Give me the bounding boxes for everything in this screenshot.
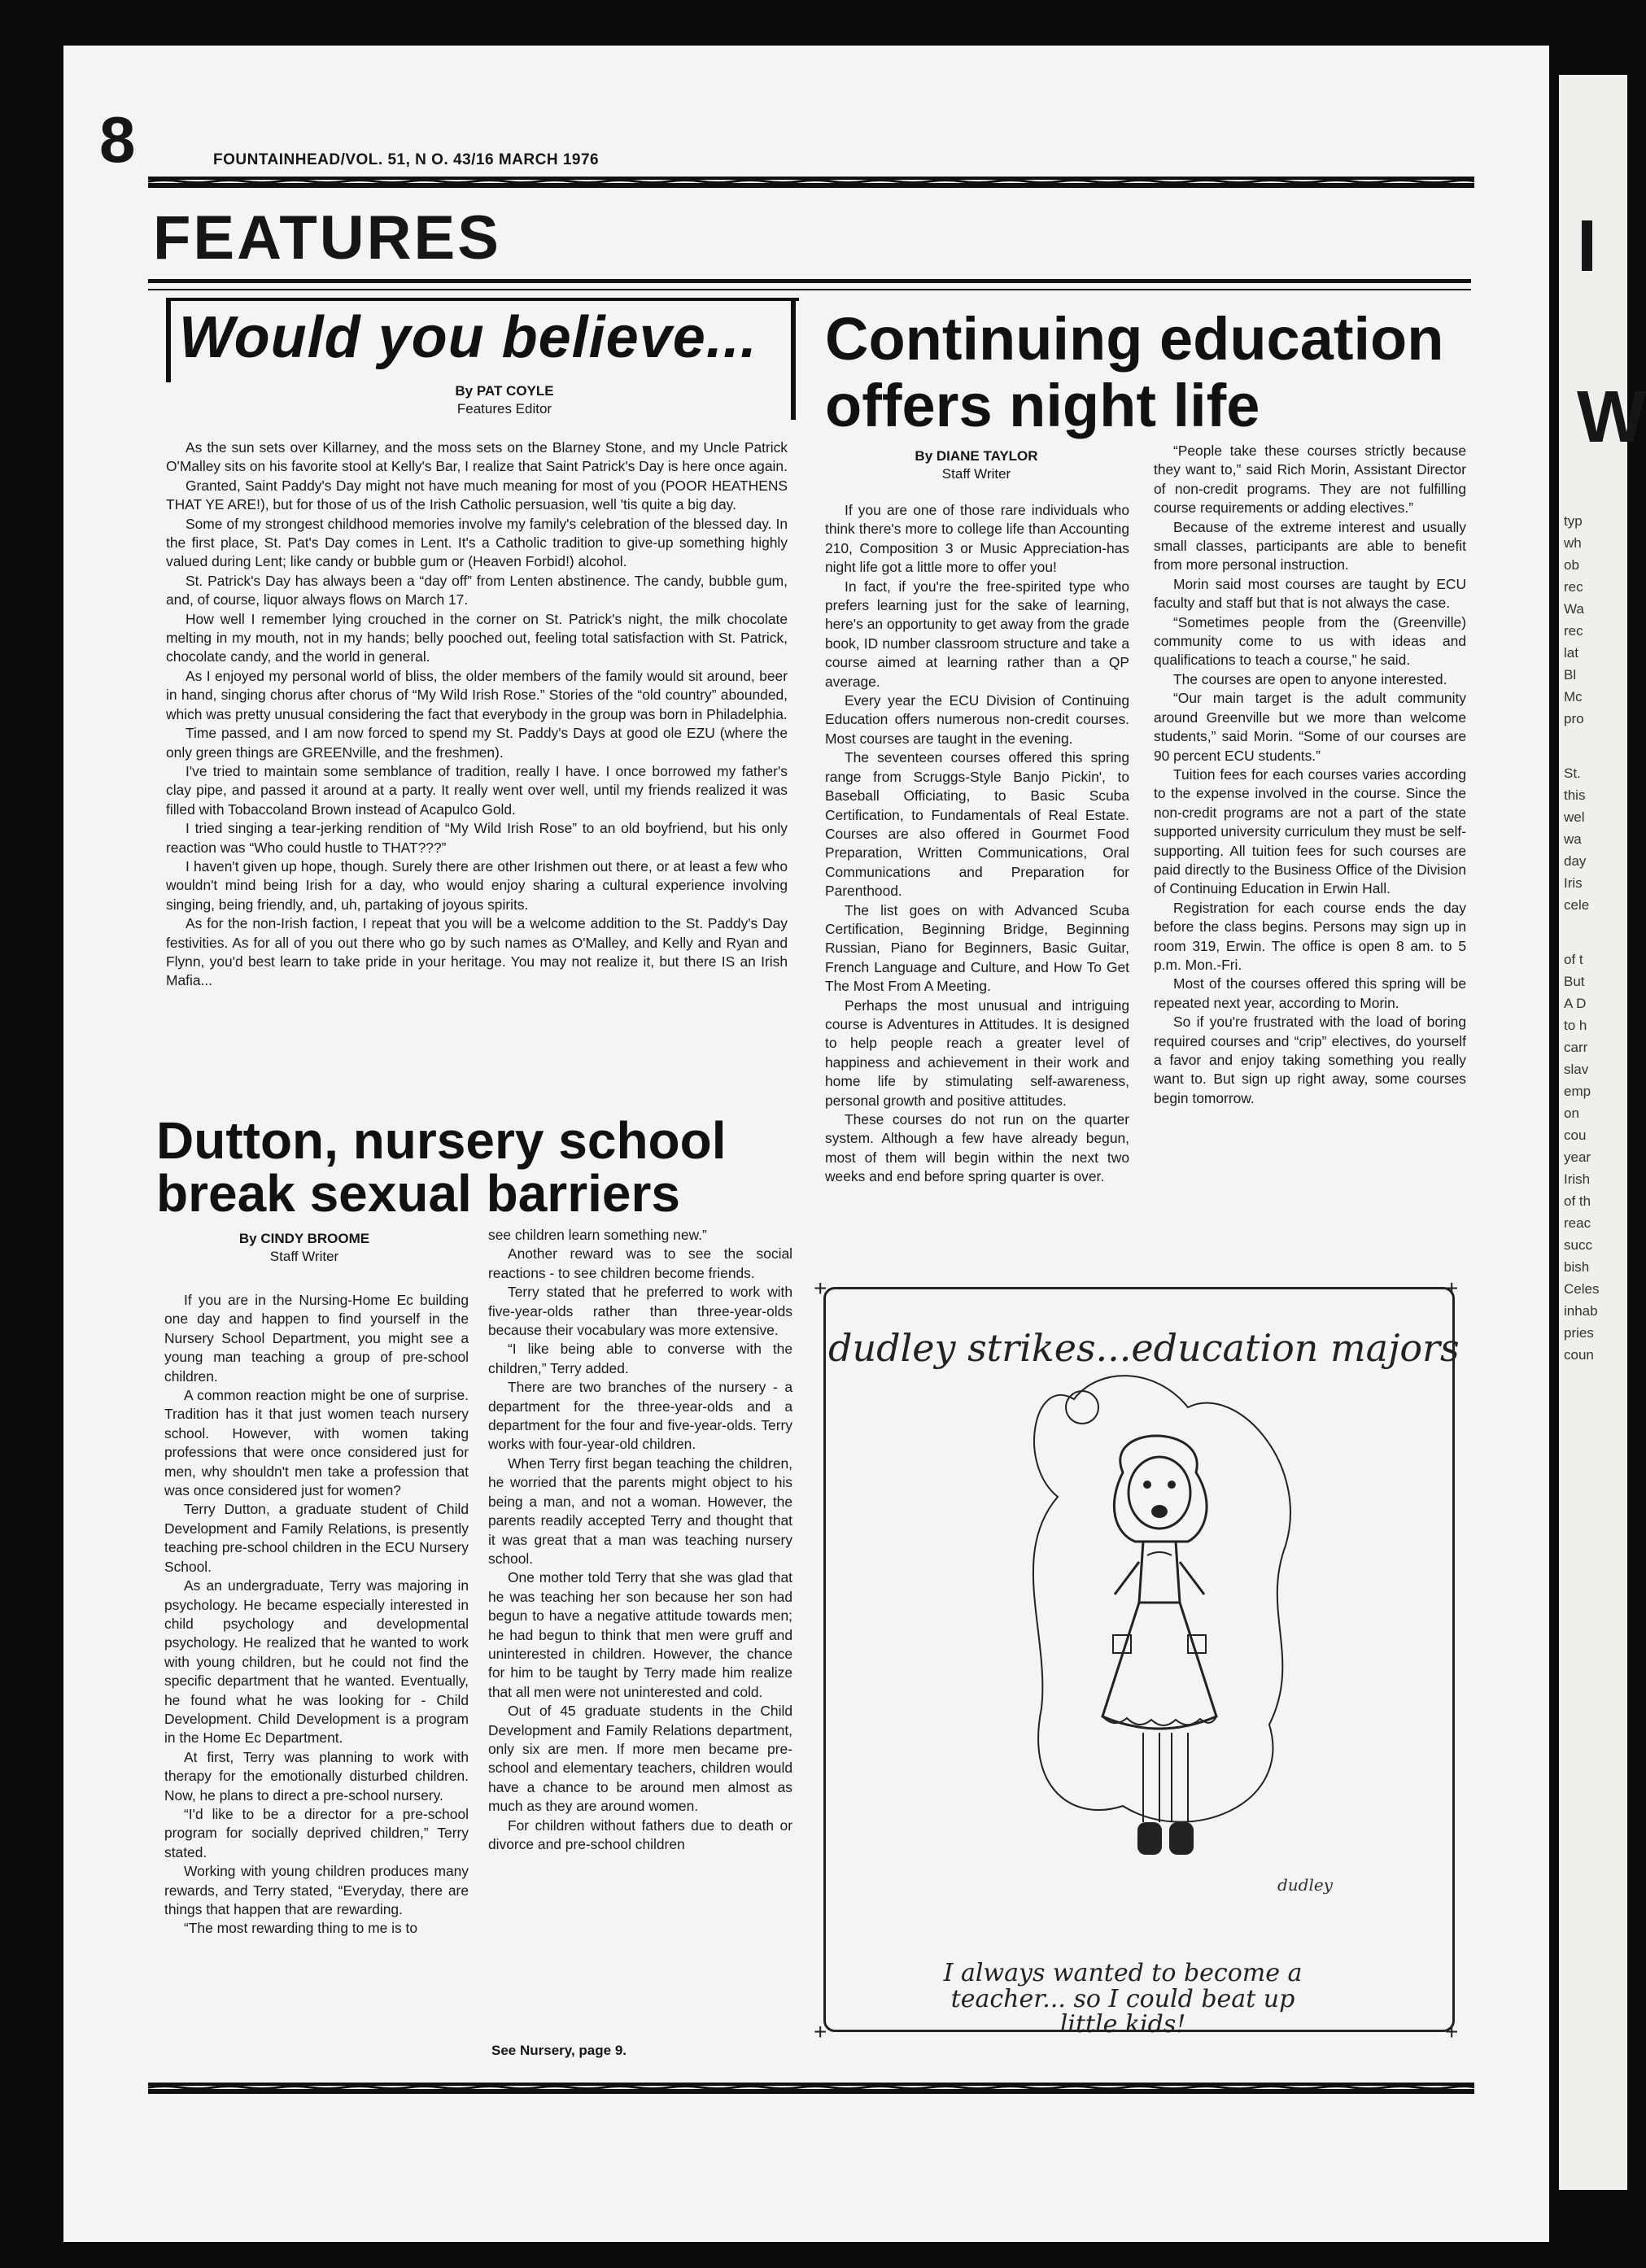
adjacent-text-fragment: on [1564,1106,1579,1121]
paragraph: There are two branches of the nursery - a department for the three-year-olds and a department for the four and five-year-olds. Terry works with four-year-old children. [488,1379,792,1453]
paragraph: Registration for each course ends the day before the class begins. Persons may sign up in room 319, Erwin. The office is open 8 am. to 5 p.m. Mon.-Fri. [1154,899,1466,973]
decorative-border-bottom [148,2079,1474,2099]
adjacent-text-fragment: ob [1564,557,1579,573]
adjacent-text-fragment: cou [1564,1127,1587,1143]
adjacent-text-fragment: slav [1564,1062,1589,1077]
paragraph: The seventeen courses offered this spring range from Scruggs-Style Banjo Pickin', to Baseball Officiating, to Basic Scuba Certification, to Fundamentals of Real Estate. Courses are also offered in Gourmet Food Preparation, Written Communications, Oral Communications and Preparation for Parenthood. [825,749,1129,900]
paragraph: Perhaps the most unusual and intriguing course is Adventures in Attitudes. It is designed to help people reach a greater level of happiness and achievement in their work and home life by stimulating self-awareness, personal growth and positive attitudes. [825,997,1129,1109]
headline-continuing-education-line1: Continuing education [825,305,1444,373]
adjacent-text-fragment: Iris [1564,875,1583,891]
frame-corner-mark: + [1445,1276,1459,1301]
paragraph: Another reward was to see the social reactions - to see children become friends. [488,1245,792,1281]
adjacent-text-fragment: wa [1564,831,1582,847]
byline-title: Staff Writer [941,466,1011,482]
headline-box-top [166,298,799,301]
paragraph: Terry stated that he preferred to work with five-year-olds rather than three-year-olds because their vocabulary was more extensive. [488,1284,792,1339]
paragraph: If you are in the Nursing-Home Ec building one day and happen to find yourself in the Nursery School Department, you might see a young man teaching a group of pre-school children. [164,1292,469,1385]
paragraph: Some of my strongest childhood memories involve my family's celebration of the blessed day. In the first place, St. Pat's Day comes in Lent. It's a Catholic tradition to give-up something highly valued during Lent; like candy or bubble gum or (Heaven Forbid!) alcohol. [166,515,788,570]
headline-dutton: Dutton, nursery school break sexual barriers [156,1111,727,1223]
adjacent-text-fragment: day [1564,853,1587,869]
decorative-border-top [148,172,1474,194]
adjacent-text-fragment: Celes [1564,1281,1600,1297]
byline-name: By CINDY BROOME [238,1231,370,1246]
caption-line: I always wanted to become a [943,1959,1303,1987]
paragraph: As for the non-Irish faction, I repeat that you will be a welcome addition to the St. Paddy's Day festivities. As for all of you out there who go by such names as O'Malley, and Kelly and Ryan and Flynn, you'd best learn to take pride in your heritage. You may not realize it, but there IS an Irish Mafia... [166,915,788,989]
paragraph: “People take these courses strictly because they want to,” said Rich Morin, Assistant Director of non-credit programs. They are not fulfilling course requirements or adding electives.” [1154,443,1466,517]
paragraph: I haven't given up hope, though. Surely there are other Irishmen out there, or at least a few who wouldn't mind being Irish for a day, who would enjoy sharing a cultural experience involving singing, being friendly, and, uh, partaking of joyous spirits. [166,857,788,913]
paragraph: Out of 45 graduate students in the Child Development and Family Relations department, only six are men. If more men became pre-school and elementary teachers, children would have a chance to be around men almost as much as they are around women. [488,1703,792,1815]
adjacent-text-fragment: typ [1564,513,1583,529]
byline-title: Staff Writer [269,1249,339,1265]
byline-name: By DIANE TAYLOR [915,448,1038,464]
paragraph: “The most rewarding thing to me is to [184,1920,418,1937]
paragraph: For children without fathers due to death or divorce and pre-school children [488,1817,792,1852]
caption-line: teacher... so I could beat up [950,1984,1295,2013]
paragraph: “I like being able to converse with the children,” Terry added. [488,1341,792,1376]
adjacent-headline-letter: I [1577,206,1598,287]
adjacent-text-fragment: Bl [1564,667,1577,683]
byline-cindy-broome [182,1230,426,1266]
paragraph: As an undergraduate, Terry was majoring in psychology. He became especially interested in child psychology and developmental psychology. He realized that he wanted to work with young children, but he could not find the specific department that he wanted. Eventually, he found what he was looking for - Child Development. Child Development is a program in the Home Ec Department. [164,1577,469,1747]
adjacent-text-fragment: to h [1564,1018,1587,1033]
adjacent-text-fragment: reac [1564,1215,1591,1231]
paragraph: I've tried to maintain some semblance of tradition, really I have. I once borrowed my father's clay pipe, and passed it around at a party. It really went over well, until my friends realized it was filled with Tobaccoland Brown instead of Acapulco Gold. [166,762,788,818]
adjacent-headline-letter: W [1577,377,1646,458]
continued-jump-line: See Nursery, page 9. [491,2043,627,2058]
adjacent-text-fragment: rec [1564,623,1583,639]
section-title: FEATURES [153,203,501,273]
paragraph: At first, Terry was planning to work with therapy for the emotionally disturbed children. Now, he plans to direct a pre-school nursery. [164,1748,469,1803]
adjacent-text-fragment: St. [1564,765,1581,781]
frame-corner-mark: + [1445,2019,1459,2044]
byline-diane-taylor [854,447,1098,483]
adjacent-text-fragment: cele [1564,897,1590,913]
dateline: FOUNTAINHEAD/VOL. 51, N O. 43/16 MARCH 1976 [213,151,600,168]
paragraph: The list goes on with Advanced Scuba Certification, Beginning Bridge, Beginning Russian, Piano for Beginners, Basic Guitar, French Language and Culture, and How To Get The Most From A Meeting. [825,901,1129,995]
adjacent-text-fragment: A D [1564,996,1587,1011]
article-body-dutton-col1 [164,1291,469,1939]
caption-line: little kids! [1059,2010,1186,2039]
byline-title: Features Editor [456,401,552,417]
adjacent-text-fragment: Wa [1564,601,1584,617]
cartoon-caption [895,1961,1351,2038]
adjacent-text-fragment: But [1564,974,1585,989]
adjacent-text-fragment: coun [1564,1347,1594,1363]
section-rule [148,289,1471,290]
paragraph: How well I remember lying crouched in the corner on St. Patrick's night, the milk chocolate melting in my mouth, not in my hands; belly pooched out, feeling total satisfaction with St. Patrick, chocolate candy, and the world in general. [166,610,788,665]
headline-box-right [791,298,796,420]
adjacent-text-fragment: carr [1564,1040,1588,1055]
paragraph: If you are one of those rare individuals who think there's more to college life than Accounting 210, Composition 3 or Music Appreciation-has night life got a little more to offer you! [825,502,1129,576]
paragraph: So if you're frustrated with the load of boring required courses and “crip” electives, do yourself a favor and enjoy taking something you really want to. But sign up right away, some courses begin tomorrow. [1154,1014,1466,1106]
cartoon-girl-illustration [1025,1367,1302,1928]
paragraph: Granted, Saint Paddy's Day might not have much meaning for most of you (POOR HEATHENS THAT YE ARE!), but for those of us of the Irish Catholic persuasion, well 'tis quite a big day. [166,477,788,513]
article-body-continuing-col1 [825,501,1129,1187]
paragraph: Time passed, and I am now forced to spend my St. Paddy's Days at good ole EZU (where the only green things are GREENville, and the freshmen). [166,725,788,761]
paragraph: see children learn something new.” [488,1227,707,1243]
byline-pat-coyle [382,382,627,418]
adjacent-text-fragment: of th [1564,1193,1591,1209]
adjacent-text-fragment: lat [1564,645,1578,661]
adjacent-text-fragment: rec [1564,579,1583,595]
adjacent-text-fragment: year [1564,1149,1591,1165]
article-body-continuing-col2 [1154,442,1466,1108]
paragraph: Morin said most courses are taught by ECU faculty and staff but that is not always the case. [1154,575,1466,612]
adjacent-text-fragment: bish [1564,1259,1590,1275]
paragraph: St. Patrick's Day has always been a “day off” from Lenten abstinence. The candy, bubble gum, and, of course, liquor always flows on March 17. [166,572,788,608]
adjacent-text-fragment: emp [1564,1084,1591,1099]
frame-corner-mark: + [814,1276,827,1301]
paragraph: Every year the ECU Division of Continuing Education offers numerous non-credit courses. Most courses are taught in the evening. [825,692,1129,747]
adjacent-text-fragment: inhab [1564,1303,1598,1319]
adjacent-text-fragment: pries [1564,1325,1594,1341]
byline-name: By PAT COYLE [455,383,554,399]
paragraph: “I'd like to be a director for a pre-school program for socially deprived children,” Terry stated. [164,1805,469,1860]
cartoonist-signature: dudley [1277,1875,1334,1895]
frame-corner-mark: + [814,2019,827,2044]
paragraph: Because of the extreme interest and usually small classes, participants are able to benefit from more personal instruction. [1154,518,1466,574]
section-rule [148,279,1471,283]
article-body-dutton-col2 [488,1226,792,1854]
paragraph: Tuition fees for each courses varies according to the expense involved in the course. Since the non-credit programs are not a part of the state supported university curriculum they must be self-supporting. All tuition fees for such courses are paid directly to the Business Office of the Division of Continuing Education in Erwin Hall. [1154,765,1466,897]
article-body-irish [166,438,788,991]
cartoon-title: dudley strikes...education majors [828,1326,1460,1370]
adjacent-text-fragment: wh [1564,535,1582,551]
adjacent-text-fragment: this [1564,787,1586,803]
adjacent-text-fragment: Irish [1564,1171,1591,1187]
adjacent-text-fragment: wel [1564,809,1585,825]
paragraph: As I enjoyed my personal world of bliss, the older members of the family would sit around, beer in hand, singing chorus after chorus of “My Wild Irish Rose.” Stories of the “old country” abounded, which was pretty unusual considering the fact that everybody in the group was born in Philadelphia. [166,667,788,722]
adjacent-text-fragment: pro [1564,711,1584,726]
adjacent-text-fragment: Mc [1564,689,1583,704]
adjacent-text-fragment: of t [1564,952,1583,967]
paragraph: As the sun sets over Killarney, and the moss sets on the Blarney Stone, and my Uncle Patrick O'Malley sits on his favorite stool at Kelly's Bar, I realize that Saint Patrick's Day is here once again. [166,439,788,475]
paragraph: When Terry first began teaching the children, he worried that the parents might object to his being a man, and not a woman. However, the parents readily accepted Terry and thought that it was great that a man was teaching nursery school. [488,1455,792,1567]
paragraph: “Sometimes people from the (Greenville) community come to us with ideas and qualifications to teach a course,” he said. [1154,613,1466,669]
paragraph: I tried singing a tear-jerking rendition of “My Wild Irish Rose” to an old boyfriend, but his only reaction was “Who could hustle to THAT???” [166,820,788,856]
headline-box-left [166,298,171,382]
paragraph: “Our main target is the adult community around Greenville but we more than welcome students,” said Morin. “Some of our courses are 90 percent ECU students.” [1154,690,1466,764]
paragraph: A common reaction might be one of surprise. Tradition has it that just women teach nursery school. However, with women taking professions that were once considered just for men, why shouldn't men take a profession that was once considered just for women? [164,1387,469,1499]
headline-would-you-believe: Would you believe... [179,305,758,370]
paragraph: Working with young children produces many rewards, and Terry stated, “Everyday, there are things that happen that are rewarding. [164,1863,469,1917]
paragraph: Most of the courses offered this spring will be repeated next year, according to Morin. [1154,975,1466,1011]
adjacent-text-fragment: succ [1564,1237,1592,1253]
page-number: 8 [99,103,136,176]
paragraph: These courses do not run on the quarter system. Although a few have already begun, most of them will begin within the next two weeks and end before spring quarter is over. [825,1111,1129,1185]
headline-continuing-education-line2: offers night life [825,372,1260,439]
paragraph: Terry Dutton, a graduate student of Child Development and Family Relations, is presently teaching pre-school children in the ECU Nursery School. [164,1501,469,1575]
paragraph: One mother told Terry that she was glad that he was teaching her son because her son had begun to have a negative attitude towards men; he had begun to think that men were gruff and uninterested in children. However, the chance for him to be taught by Terry made him realize that all men were not uninterested and cold. [488,1569,792,1700]
paragraph: The courses are open to anyone interested. [1173,670,1447,687]
adjacent-page-edge [1559,75,1646,2190]
paragraph: In fact, if you're the free-spirited type who prefers learning just for the sake of learning, here's an opportunity to get away from the grade book, ID number classroom structure and take a course aimed at learning rather than a QP average. [825,578,1129,690]
